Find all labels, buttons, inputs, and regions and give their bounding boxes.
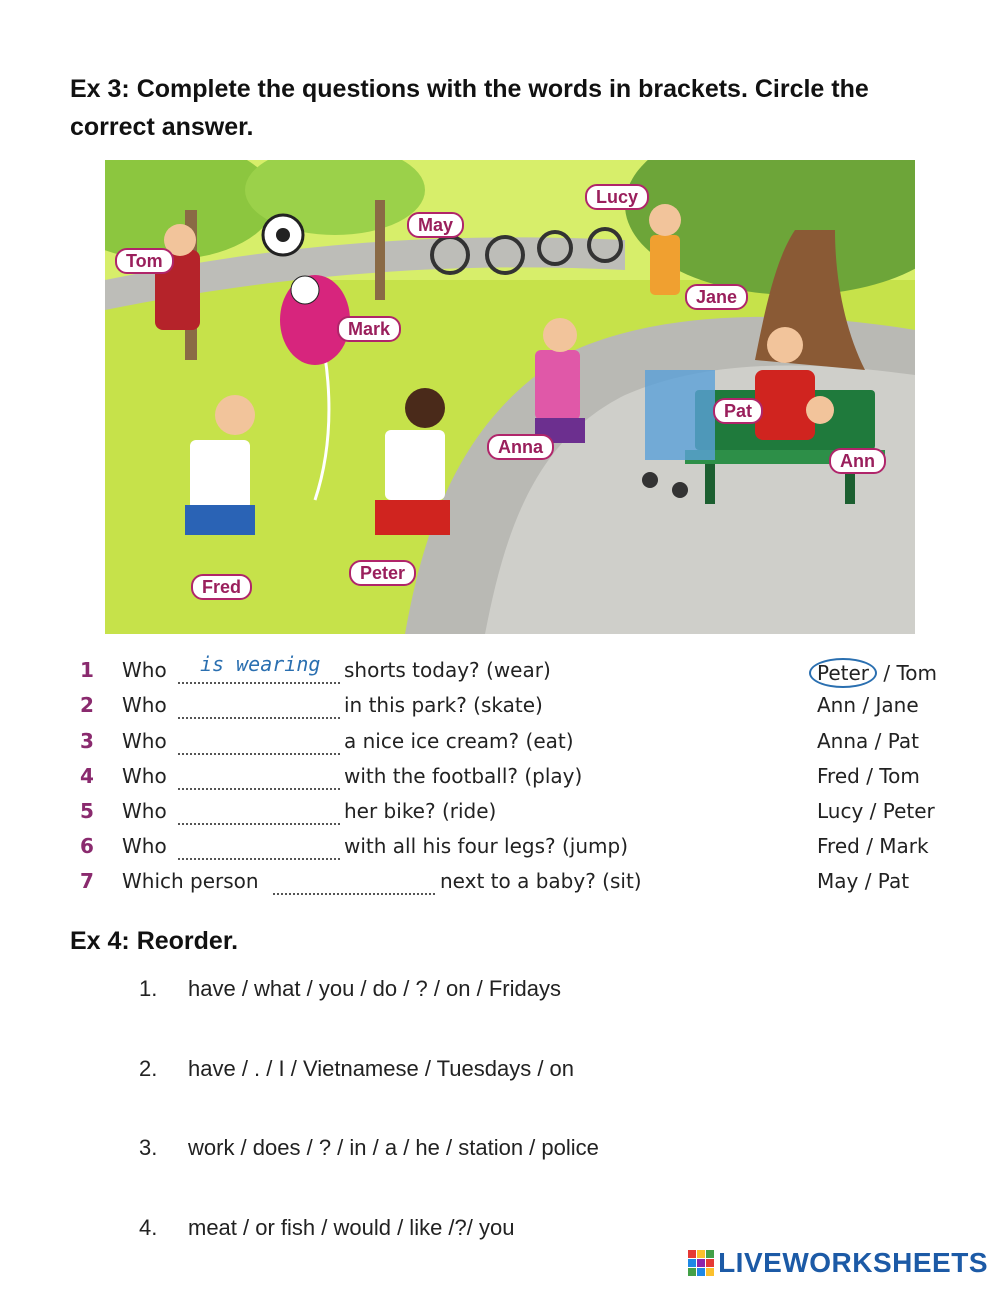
label-peter: Peter [349,560,416,586]
other-option[interactable]: / Tom [883,661,938,685]
liveworksheets-logo [688,1246,988,1280]
answer-blank[interactable] [178,834,340,860]
answer-options[interactable]: Ann / Jane [817,693,919,717]
logo-grid-icon [688,1250,714,1276]
question-row [0,764,1000,794]
answer-options[interactable]: May / Pat [817,869,910,893]
reorder-text: meat / or fish / would / like /?/ you [188,1215,515,1240]
question-text: a nice ice cream? (eat) [344,729,574,753]
answer-options[interactable]: Fred / Tom [817,764,920,788]
question-text: next to a baby? (sit) [440,869,642,893]
circled-option[interactable]: Peter [809,658,877,688]
reorder-text: have / what / you / do / ? / on / Fridays [188,976,561,1001]
question-row [0,729,1000,759]
exercise-4-title: Ex 4: Reorder. [70,927,239,955]
reorder-number: 2. [139,1056,158,1081]
reorder-number: 3. [139,1135,158,1160]
park-illustration [105,160,915,634]
answer-options[interactable]: Lucy / Peter [817,799,935,823]
question-text: with all his four legs? (jump) [344,834,629,858]
reorder-item [0,1215,1000,1245]
question-number: 4 [80,764,94,788]
exercise-3-title: Ex 3: Complete the questions with the words in brackets. Circle the correct answer. [70,75,869,141]
question-row [0,693,1000,723]
answer-blank[interactable] [178,799,340,825]
label-ann: Ann [829,448,886,474]
label-mark: Mark [337,316,401,342]
reorder-number: 1. [139,976,158,1001]
question-text: shorts today? (wear) [344,658,551,682]
question-text: her bike? (ride) [344,799,497,823]
question-lead: Who [122,764,167,788]
question-number: 6 [80,834,94,858]
question-row [0,834,1000,864]
question-number: 2 [80,693,94,717]
question-lead: Who [122,729,167,753]
reorder-item [0,1056,1000,1086]
label-fred: Fred [191,574,252,600]
question-number: 7 [80,869,94,893]
question-number: 1 [80,658,94,682]
logo-text: LIVEWORKSHEETS [718,1247,988,1278]
answer-text: is wearing [200,652,321,676]
answer-options[interactable]: Fred / Mark [817,834,929,858]
question-lead: Who [122,658,167,682]
question-lead: Who [122,693,167,717]
answer-blank[interactable] [178,652,340,684]
question-text: in this park? (skate) [344,693,543,717]
question-row [0,869,1000,899]
park-scene-graphic [105,160,915,634]
question-number: 5 [80,799,94,823]
reorder-item [0,1135,1000,1165]
reorder-number: 4. [139,1215,158,1240]
label-anna: Anna [487,434,554,460]
answer-blank[interactable] [178,693,340,719]
reorder-item [0,976,1000,1006]
question-lead: Who [122,834,167,858]
question-text: with the football? (play) [344,764,583,788]
answer-options[interactable]: Anna / Pat [817,729,920,753]
label-may: May [407,212,464,238]
question-number: 3 [80,729,94,753]
answer-blank[interactable] [273,869,435,895]
answer-blank[interactable] [178,764,340,790]
label-jane: Jane [685,284,748,310]
answer-blank[interactable] [178,729,340,755]
reorder-text: work / does / ? / in / a / he / station / police [188,1135,599,1160]
label-pat: Pat [713,398,763,424]
question-row [0,652,1000,688]
answer-options [817,658,937,688]
question-lead: Which person [122,869,259,893]
reorder-text: have / . / I / Vietnamese / Tuesdays / on [188,1056,575,1081]
label-lucy: Lucy [585,184,649,210]
question-lead: Who [122,799,167,823]
label-tom: Tom [115,248,174,274]
question-row [0,799,1000,829]
